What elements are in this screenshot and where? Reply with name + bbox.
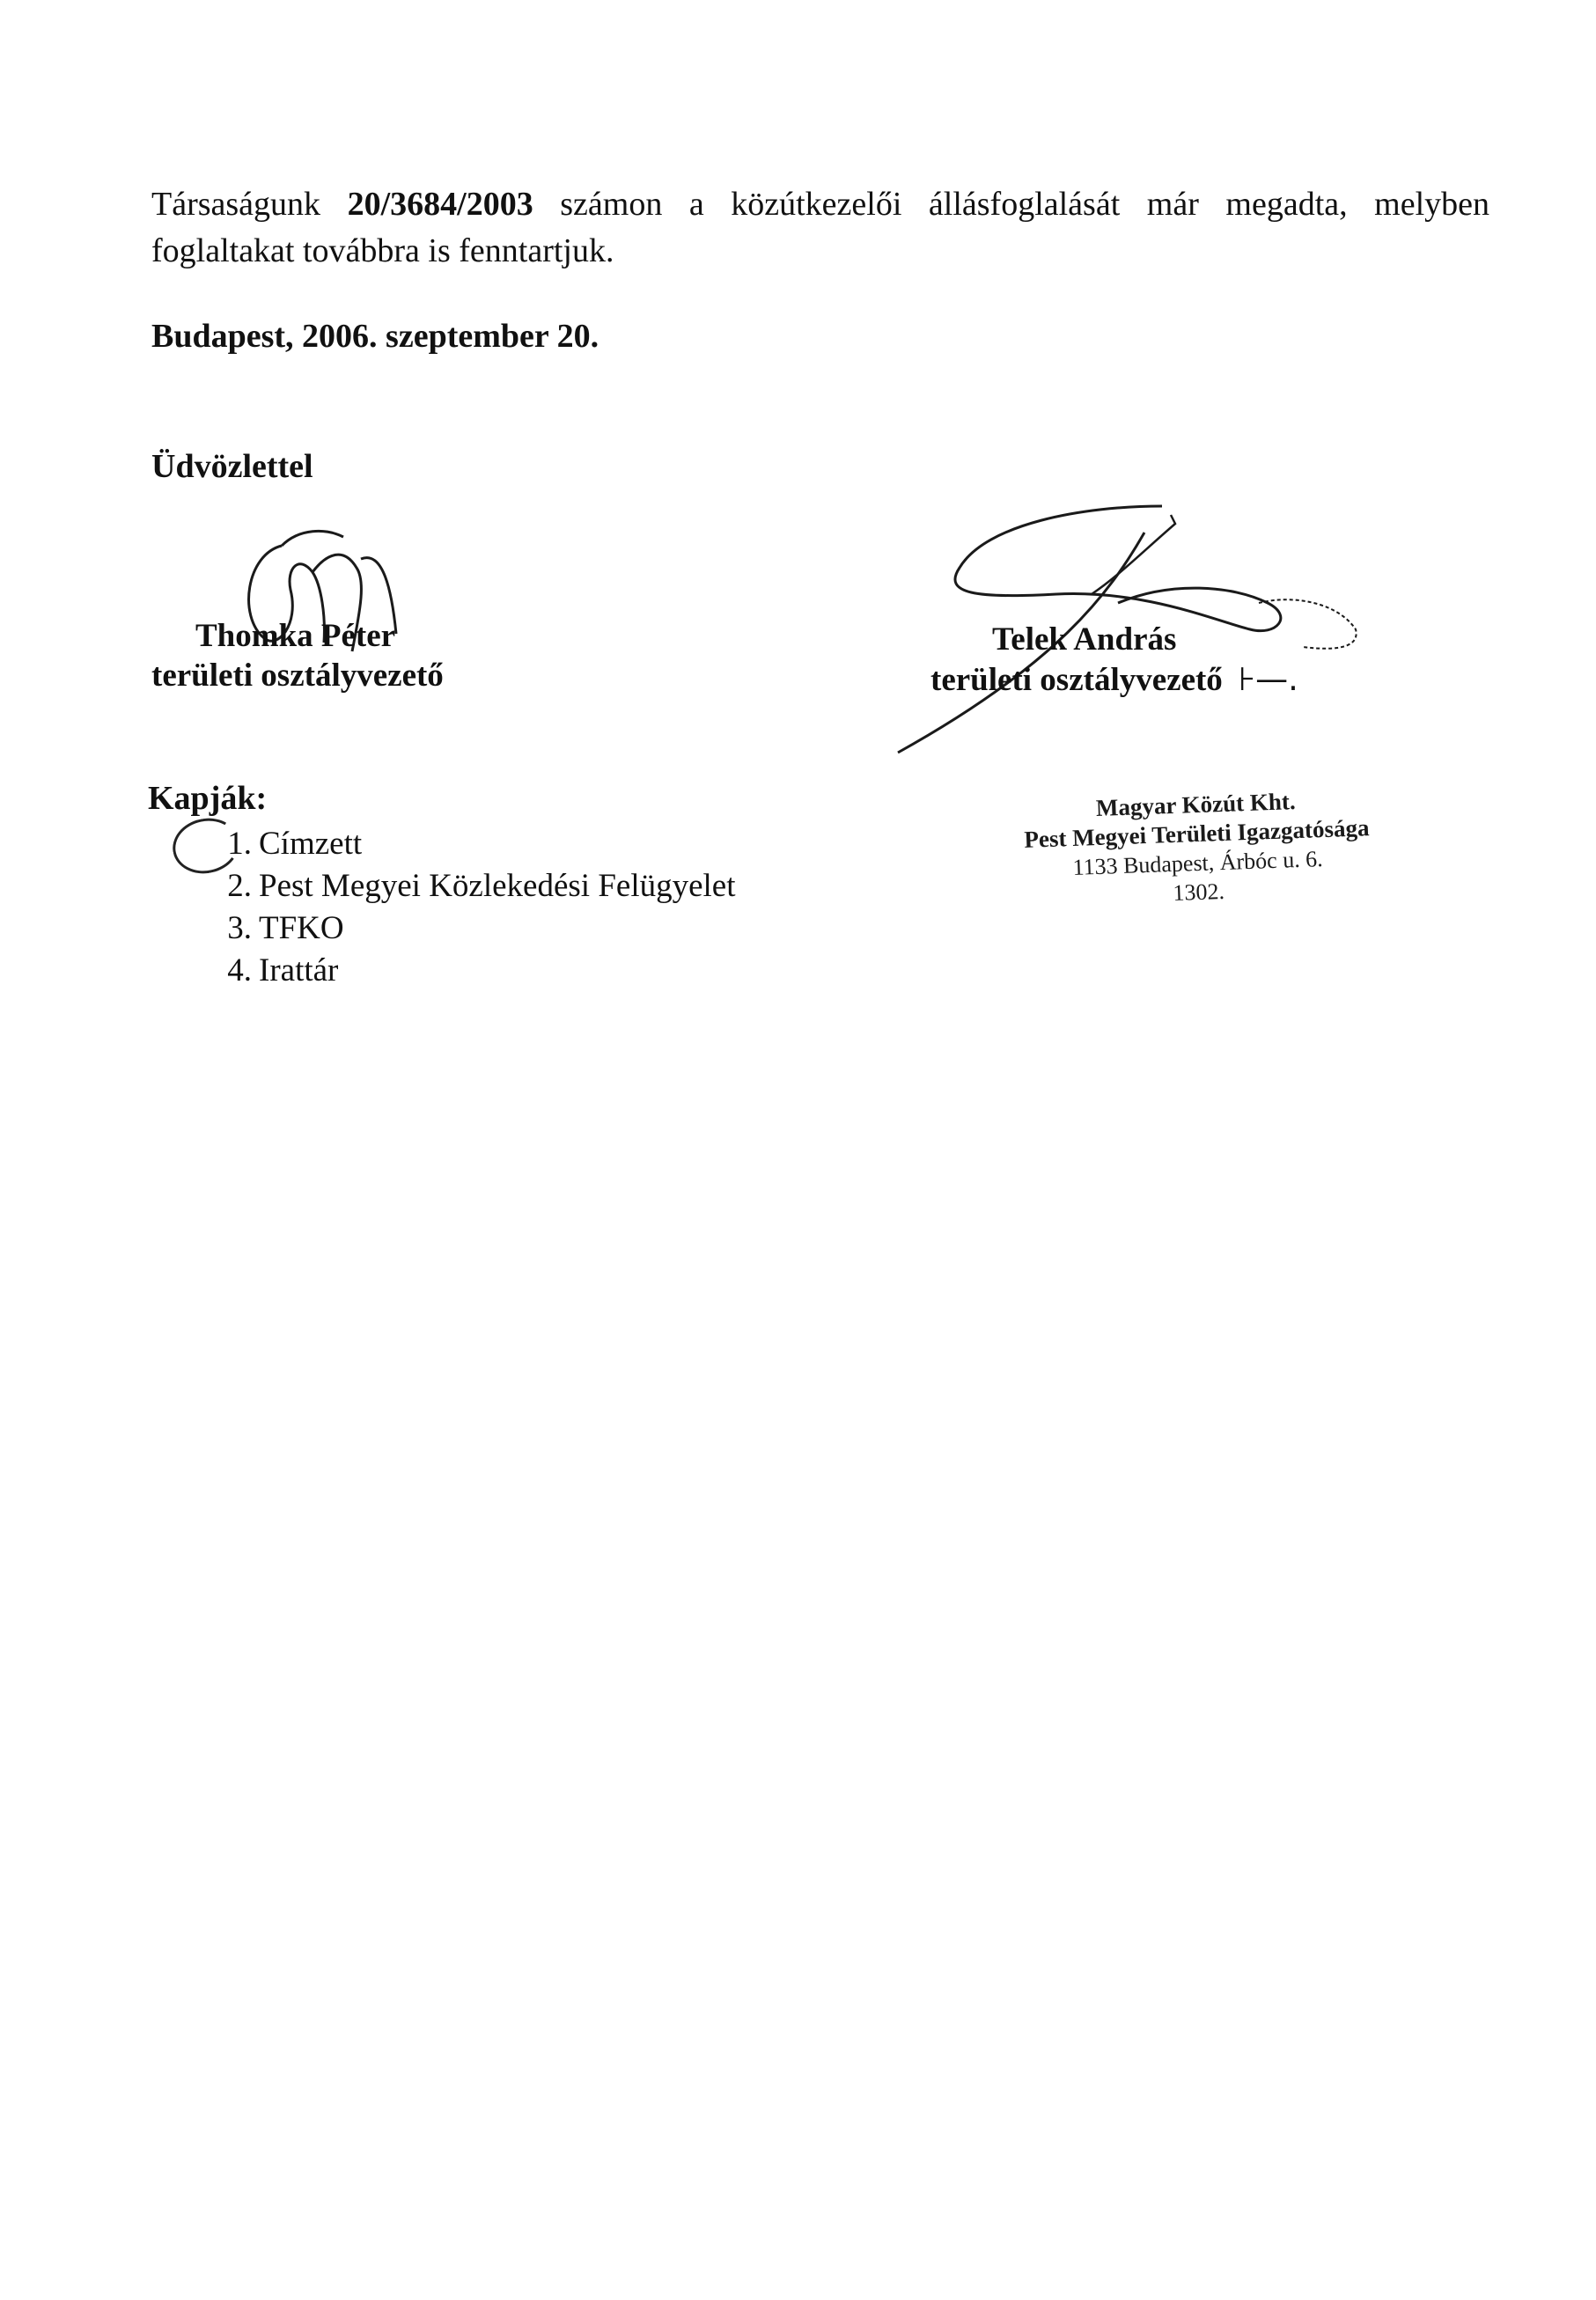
recipient-label: Irattár xyxy=(259,952,339,988)
stamp-line-directorate: Pest Megyei Területi Igazgatósága xyxy=(1023,814,1370,853)
body-text-after: számon a közútkezelői állásfoglalását már megadta, melyben foglaltakat továbbra is fenntartjuk. xyxy=(151,186,1489,269)
stamp-line-code: 1302. xyxy=(1172,878,1225,906)
list-item xyxy=(176,950,736,992)
list-item xyxy=(176,865,736,908)
stamp-line-organization: Magyar Közút Kht. xyxy=(1095,788,1297,821)
recipient-number: 3 . xyxy=(176,908,259,950)
recipients-title: Kapják: xyxy=(148,780,268,817)
handwritten-initial-mark: ⊦—. xyxy=(1238,660,1298,698)
place-date: Budapest, 2006. szeptember 20. xyxy=(151,318,599,355)
stamp-line-address: 1133 Budapest, Árbóc u. 6. xyxy=(1072,846,1324,880)
signatory-right-name: Telek András xyxy=(992,621,1177,658)
signatory-left-title: területi osztályvezető xyxy=(151,658,444,694)
recipient-number: 4 . xyxy=(176,950,259,992)
signatory-right xyxy=(930,620,1298,700)
recipient-label: Címzett xyxy=(259,826,363,862)
office-stamp xyxy=(975,783,1419,914)
recipient-label: Pest Megyei Közlekedési Felügyelet xyxy=(259,868,736,904)
greeting: Üdvözlettel xyxy=(151,448,313,485)
recipients-list xyxy=(176,823,736,992)
reference-number: 20/3684/2003 xyxy=(347,186,533,223)
body-paragraph xyxy=(151,181,1489,275)
signatory-left xyxy=(151,616,444,695)
recipient-label: TFKO xyxy=(259,910,344,946)
signatory-left-name: Thomka Péter xyxy=(195,618,396,654)
signatory-right-title: területi osztályvezető xyxy=(930,662,1223,698)
body-text-before: Társaságunk xyxy=(151,186,348,223)
recipient-number: 1 . xyxy=(176,823,259,865)
recipient-number: 2 . xyxy=(176,865,259,908)
list-item xyxy=(176,823,736,865)
list-item xyxy=(176,908,736,950)
